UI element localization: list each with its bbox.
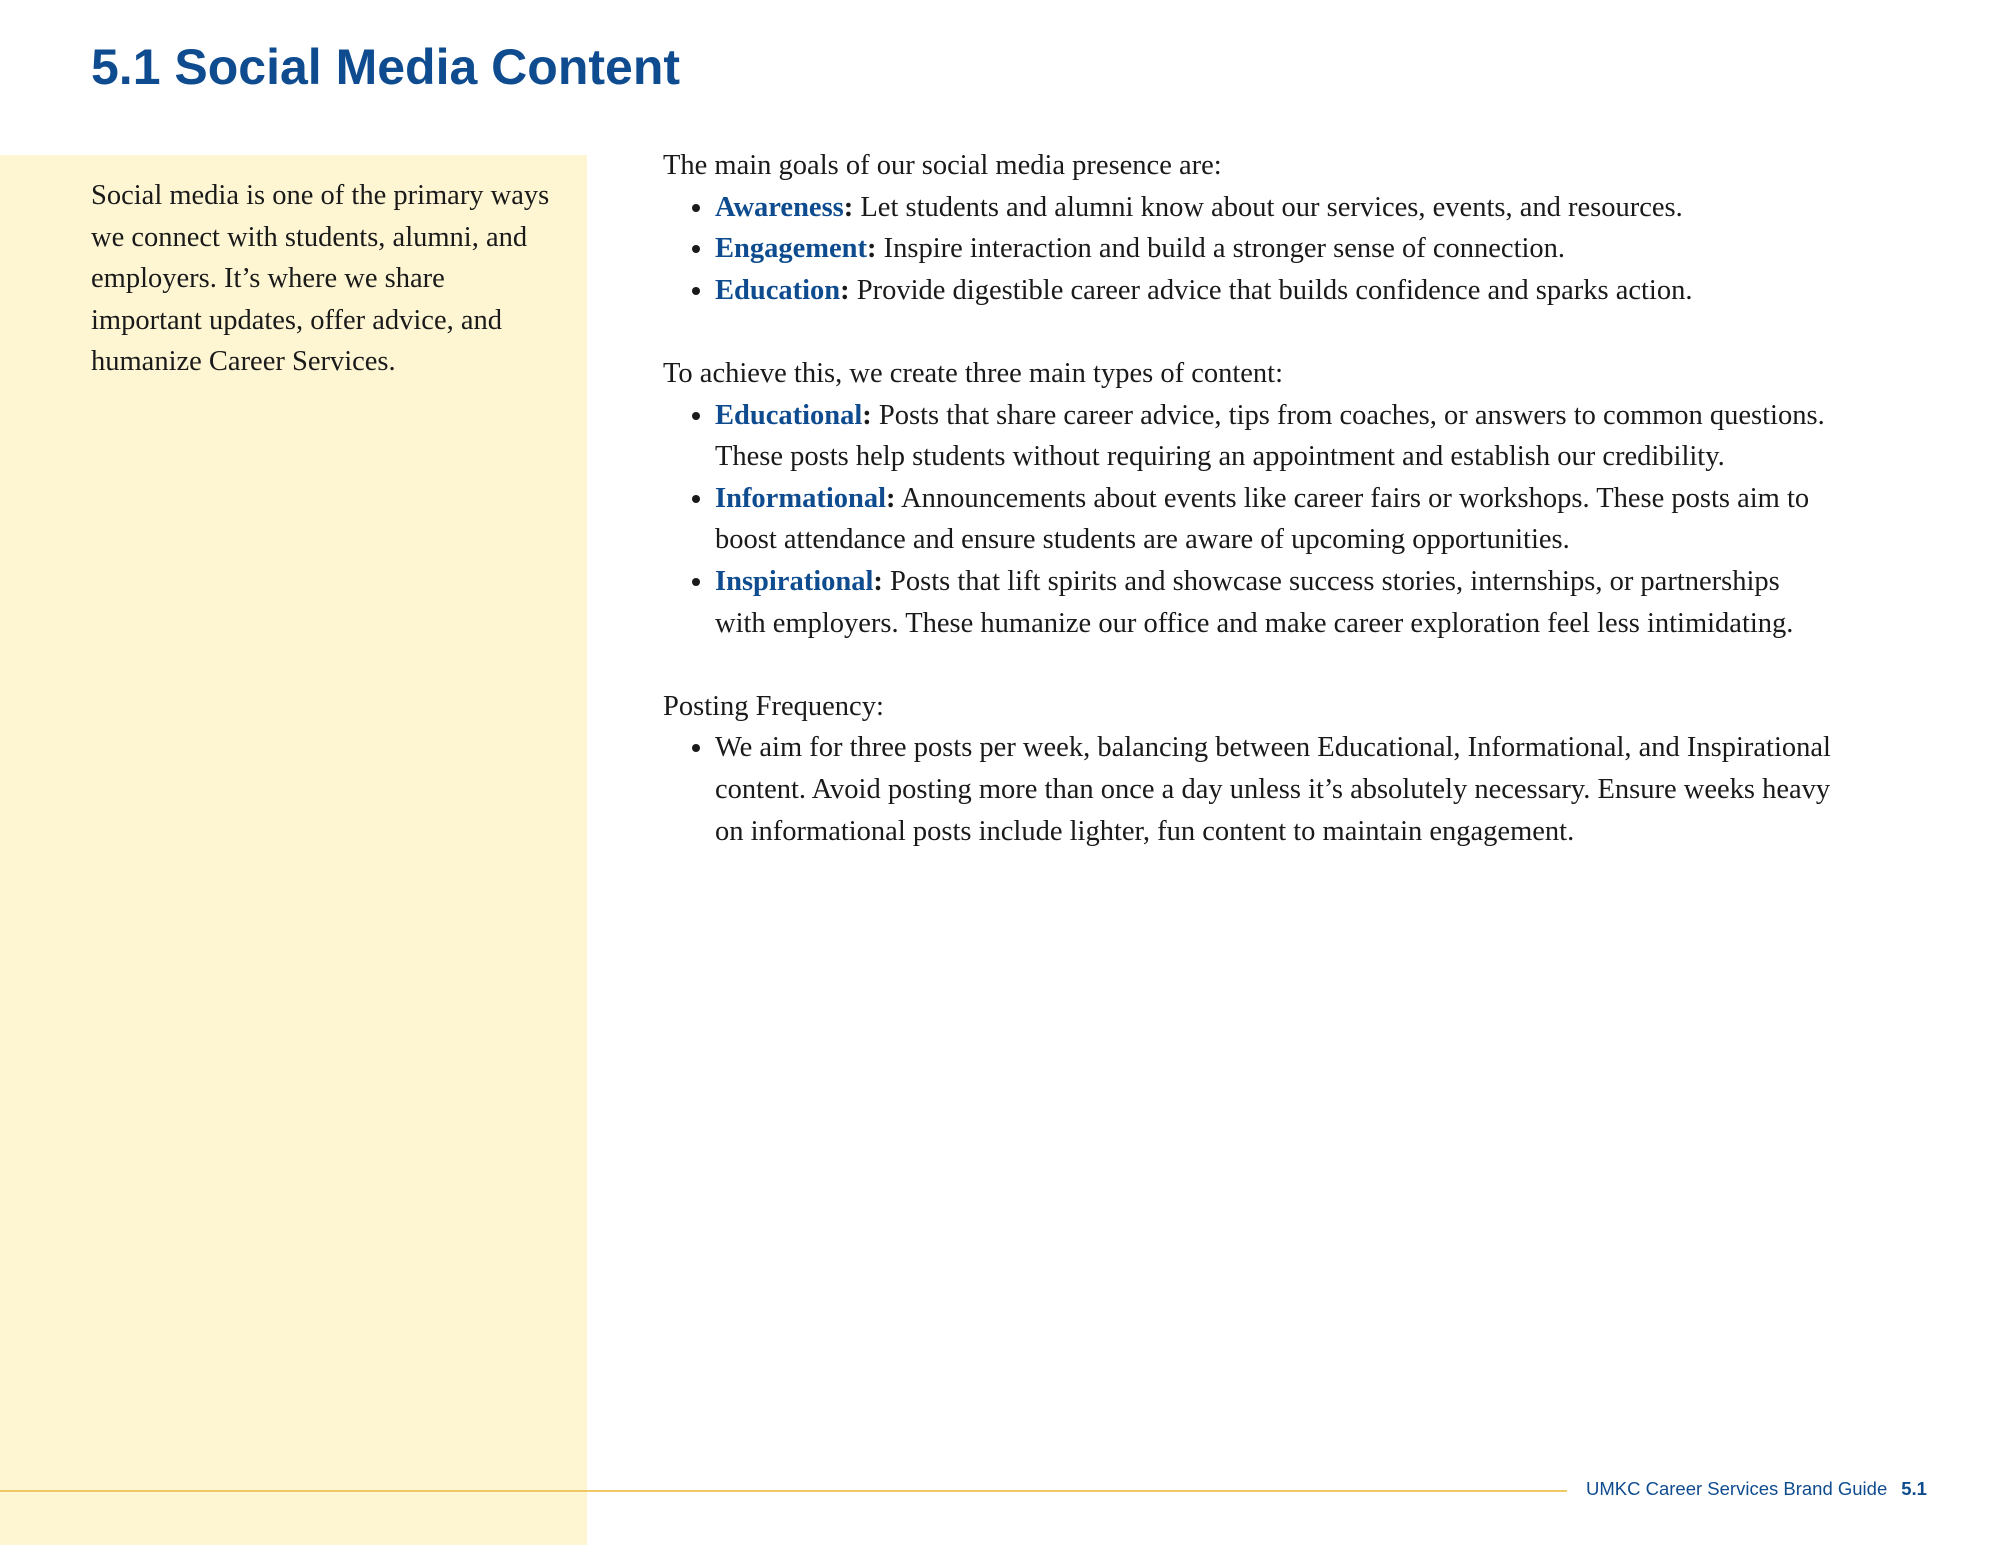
- term: Engagement: [715, 233, 867, 265]
- page-title: 5.1 Social Media Content: [91, 39, 681, 95]
- goals-intro: The main goals of our social media presence are:: [663, 150, 1222, 181]
- list-item: • Inspirational: Posts that lift spirits and showcase success stories, internships, or partnerships with employers. These humanize our office and make career exploration feel less intimidating.: [715, 561, 1833, 644]
- footer-guide-title: UMKC Career Services Brand Guide: [1586, 1478, 1888, 1499]
- frequency-list: [663, 727, 1833, 852]
- list-item: • Education: Provide digestible career advice that builds confidence and sparks action.: [715, 270, 1833, 312]
- term: Informational: [715, 482, 886, 514]
- list-item: • Educational: Posts that share career advice, tips from coaches, or answers to common questions. These posts help students without requiring an appointment and establish our credibility.: [715, 395, 1833, 478]
- term: Educational: [715, 399, 863, 431]
- description: Posts that share career advice, tips from coaches, or answers to common questions. These posts help students without requiring an appointment and establish our credibility.: [715, 399, 1825, 473]
- term: Inspirational: [715, 565, 874, 597]
- frequency-intro: Posting Frequency:: [663, 690, 884, 722]
- description: Posts that lift spirits and showcase success stories, internships, or partnerships with employers. These humanize our office and make career exploration feel less intimidating.: [715, 565, 1794, 639]
- list-item: • Awareness: Let students and alumni know about our services, events, and resources.: [715, 187, 1833, 229]
- term: Education: [715, 274, 841, 306]
- page-number: 5.1: [1901, 1478, 1927, 1499]
- description: Provide digestible career advice that builds confidence and sparks action.: [849, 274, 1693, 306]
- description: Announcements about events like career fairs or workshops. These posts aim to boost attendance and ensure students are aware of upcoming opportunities.: [715, 482, 1810, 556]
- types-list: [663, 395, 1833, 645]
- types-intro: To achieve this, we create three main types of content:: [663, 357, 1284, 389]
- sidebar-panel: [0, 155, 587, 1545]
- sidebar-intro: Social media is one of the primary ways we connect with students, alumni, and employers. It’s where we share important updates, offer advice, and humanize Career Services.: [91, 180, 550, 378]
- footer: [1586, 1478, 1927, 1500]
- goals-list: [663, 187, 1833, 312]
- list-item: • Engagement: Inspire interaction and build a stronger sense of connection.: [715, 228, 1833, 270]
- term: Awareness: [715, 191, 844, 223]
- list-item: • Informational: Announcements about events like career fairs or workshops. These posts aim to boost attendance and ensure students are aware of upcoming opportunities.: [715, 478, 1833, 561]
- list-item: • We aim for three posts per week, balancing between Educational, Informational, and Inspirational content. Avoid posting more than once a day unless it’s absolutely necessary. Ensure weeks heavy on informational posts include lighter, fun content to maintain engagement.: [715, 727, 1833, 852]
- description: Let students and alumni know about our services, events, and resources.: [853, 191, 1683, 223]
- footer-divider: [0, 1490, 1567, 1492]
- main-content: [663, 145, 1833, 894]
- description: Inspire interaction and build a stronger sense of connection.: [876, 233, 1566, 265]
